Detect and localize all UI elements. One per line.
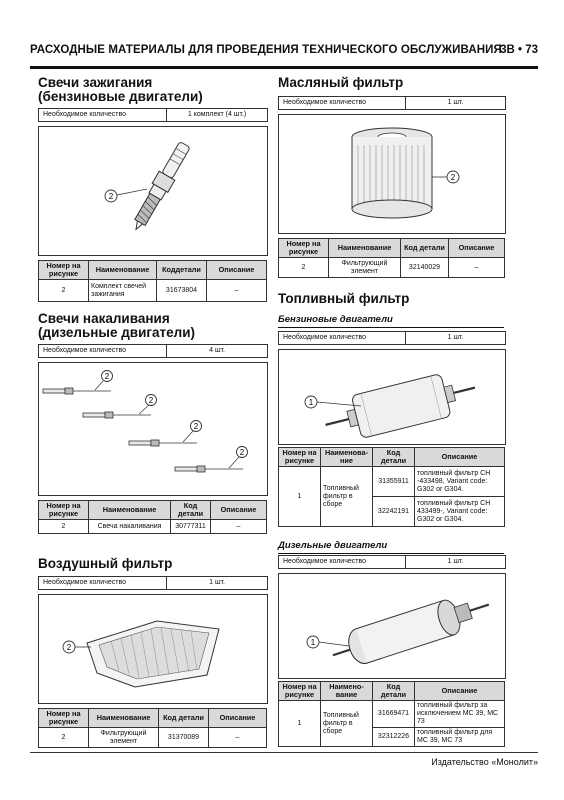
- oil-callout: 2: [450, 173, 456, 182]
- petrol-fuel-filter-drawing: [279, 350, 505, 444]
- glow-title-line1: Свечи накаливания: [38, 311, 170, 326]
- oil-section-title: Масляный фильтр: [278, 75, 404, 90]
- table-cell: Комплект свечей зажигания: [89, 280, 157, 302]
- glow-plug-drawing: [39, 363, 267, 495]
- air-filter-drawing: [39, 595, 267, 703]
- glow-qty-row: [38, 344, 268, 358]
- table-cell: Фильтрующий элемент: [89, 728, 159, 748]
- col-header: Номер на рисунке: [279, 682, 321, 701]
- fuel-petrol-qty-label: Необходимое количество: [279, 332, 406, 344]
- col-header: Код детали: [159, 709, 209, 728]
- table-cell: 2: [39, 728, 89, 748]
- air-section-title: Воздушный фильтр: [38, 556, 173, 571]
- page-header: [30, 44, 538, 60]
- spark-plug-illustration: [38, 126, 268, 256]
- fuel-petrol-parts-table: [278, 447, 505, 527]
- col-header: Номер на рисунке: [39, 501, 89, 520]
- col-header: Описание: [211, 501, 267, 520]
- table-cell: 32140029: [401, 258, 449, 278]
- col-header: Номер на рисунке: [39, 261, 89, 280]
- publisher-footer: Издательство «Монолит»: [431, 757, 538, 767]
- glow-callout: 2: [148, 396, 154, 405]
- table-cell: Фильтрующий элемент: [329, 258, 401, 278]
- glow-qty-label: Необходимое количество: [39, 345, 167, 357]
- col-header: Описание: [209, 709, 267, 728]
- col-header: Номер на рисунке: [279, 239, 329, 258]
- spark-title-line2: (бензиновые двигатели): [38, 89, 203, 104]
- spark-qty-label: Необходимое количество: [39, 109, 167, 121]
- table-cell: топливный фильтр для MC 39, MC 73: [415, 728, 505, 747]
- col-header: Номер на рисунке: [39, 709, 89, 728]
- col-header: Наименование: [89, 709, 159, 728]
- fuel-diesel-callout: 1: [310, 638, 316, 647]
- spark-plug-drawing: [39, 127, 267, 255]
- col-header: Описание: [415, 682, 505, 701]
- subtitle-rule: [278, 553, 504, 554]
- table-cell: –: [209, 728, 267, 748]
- table-cell: –: [211, 520, 267, 534]
- table-cell: –: [207, 280, 267, 302]
- glow-qty-value: 4 шт.: [209, 347, 225, 354]
- fuel-diesel-qty-row: [278, 555, 506, 569]
- glow-plug-illustration: [38, 362, 268, 496]
- fuel-diesel-qty-value: 1 шт.: [447, 558, 464, 565]
- oil-parts-table: [278, 238, 505, 278]
- col-header: Номер на рисунке: [279, 448, 321, 467]
- table-cell: топливный фильтр CH -433498, Variant code: G302 or G304.: [415, 467, 505, 497]
- spark-parts-table: [38, 260, 267, 302]
- spark-qty-row: [38, 108, 268, 122]
- table-cell: 30777311: [171, 520, 211, 534]
- table-cell: 1: [279, 701, 321, 747]
- fuel-petrol-qty-value: 1 шт.: [447, 334, 464, 341]
- fuel-petrol-qty-row: [278, 331, 506, 345]
- table-cell: 2: [39, 280, 89, 302]
- col-header: Описание: [449, 239, 505, 258]
- fuel-petrol-callout: 1: [308, 398, 314, 407]
- oil-qty-label: Необходимое количество: [279, 97, 406, 109]
- fuel-petrol-subtitle: Бензиновые двигатели: [278, 314, 393, 325]
- col-header: Код детали: [373, 682, 415, 701]
- table-cell: Топливный фильтр в сборе: [321, 467, 373, 527]
- table-cell: 31673804: [157, 280, 207, 302]
- fuel-section-title: Топливный фильтр: [278, 291, 410, 306]
- col-header: Наименование: [89, 501, 171, 520]
- glow-parts-table: [38, 500, 267, 534]
- oil-filter-drawing: [279, 115, 505, 233]
- table-cell: топливный фильтр CH 433499-, Variant code: G302 or G304.: [415, 497, 505, 527]
- air-qty-value: 1 шт.: [209, 579, 225, 586]
- diesel-fuel-filter-drawing: [279, 574, 505, 678]
- fuel-petrol-illustration: [278, 349, 506, 445]
- col-header: Наименование: [89, 261, 157, 280]
- table-cell: 31355911: [373, 467, 415, 497]
- fuel-diesel-illustration: [278, 573, 506, 679]
- oil-filter-illustration: [278, 114, 506, 234]
- col-header: Описание: [415, 448, 505, 467]
- col-header: Код детали: [401, 239, 449, 258]
- air-parts-table: [38, 708, 267, 748]
- air-qty-label: Необходимое количество: [39, 577, 167, 589]
- subtitle-rule: [278, 327, 504, 328]
- glow-callout: 2: [104, 372, 110, 381]
- table-cell: Топливный фильтр в сборе: [321, 701, 373, 747]
- col-header: Коддетали: [157, 261, 207, 280]
- spark-section-title: [38, 76, 203, 104]
- col-header: Наимено-вание: [321, 682, 373, 701]
- col-header: Код детали: [373, 448, 415, 467]
- spark-title-line1: Свечи зажигания: [38, 75, 153, 90]
- spark-callout: 2: [108, 192, 114, 201]
- table-cell: 1: [279, 467, 321, 527]
- fuel-diesel-parts-table: [278, 681, 505, 747]
- glow-section-title: [38, 312, 195, 340]
- table-cell: 32312226: [373, 728, 415, 747]
- glow-callout: 2: [239, 448, 245, 457]
- air-filter-illustration: [38, 594, 268, 704]
- col-header: Наименова-ние: [321, 448, 373, 467]
- header-title: РАСХОДНЫЕ МАТЕРИАЛЫ ДЛЯ ПРОВЕДЕНИЯ ТЕХНИЧЕСКОГО ОБСЛУЖИВАНИЯ: [30, 44, 502, 56]
- fuel-diesel-qty-label: Необходимое количество: [279, 556, 406, 568]
- table-cell: 2: [39, 520, 89, 534]
- oil-qty-value: 1 шт.: [447, 99, 464, 106]
- footer-rule: [30, 752, 538, 753]
- header-rule: [30, 66, 538, 69]
- oil-qty-row: [278, 96, 506, 110]
- col-header: Код детали: [171, 501, 211, 520]
- col-header: Наименование: [329, 239, 401, 258]
- table-cell: 32242191: [373, 497, 415, 527]
- fuel-diesel-subtitle: Дизельные двигатели: [278, 540, 388, 551]
- glow-callout: 2: [193, 422, 199, 431]
- air-qty-row: [38, 576, 268, 590]
- air-callout: 2: [66, 643, 72, 652]
- col-header: Описание: [207, 261, 267, 280]
- table-cell: 31669471: [373, 701, 415, 728]
- spark-qty-value: 1 комплект (4 шт.): [187, 111, 247, 118]
- table-cell: 2: [279, 258, 329, 278]
- table-cell: –: [449, 258, 505, 278]
- page-number: 3В • 73: [500, 44, 538, 56]
- table-cell: топливный фильтр за исключением MC 39, MC 73: [415, 701, 505, 728]
- table-cell: 31370089: [159, 728, 209, 748]
- table-cell: Свеча накаливания: [89, 520, 171, 534]
- glow-title-line2: (дизельные двигатели): [38, 325, 196, 340]
